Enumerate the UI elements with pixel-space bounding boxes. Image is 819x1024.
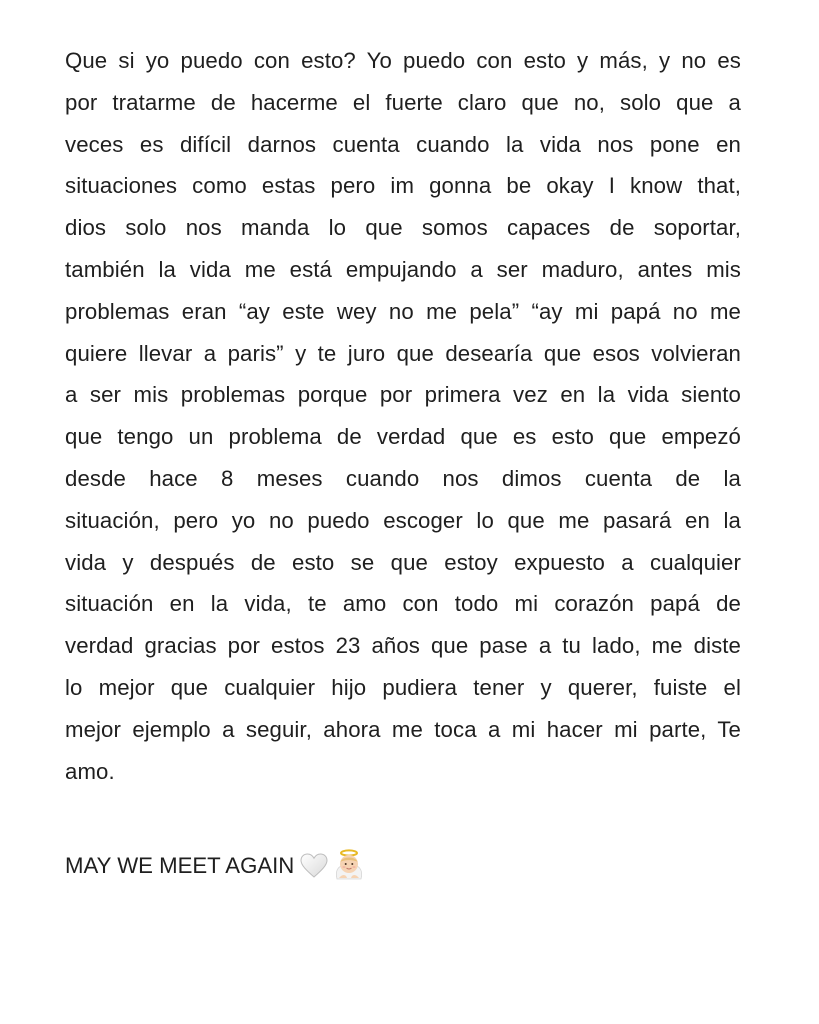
signoff (65, 845, 364, 887)
text-line: verdad gracias por estos 23 años que pase a tu lado, me diste (65, 633, 741, 659)
text-line: problemas eran “ay este wey no me pela” “ay mi papá no me (65, 298, 741, 324)
text-line: situación en la vida, te amo con todo mi corazón papá de (65, 591, 741, 617)
text-line: desde hace 8 meses cuando nos dimos cuenta de la (65, 465, 741, 491)
text-line: amo. (65, 758, 115, 784)
text-line: lo mejor que cualquier hijo pudiera tener y querer, fuiste el (65, 674, 741, 700)
text-line: también la vida me está empujando a ser maduro, antes mis (65, 256, 741, 282)
signoff-text: MAY WE MEET AGAIN (65, 853, 295, 878)
text-line: quiere llevar a paris” y te juro que desearía que esos volvieran (65, 340, 741, 366)
letter-body (65, 40, 741, 792)
text-line: que tengo un problema de verdad que es esto que empezó (65, 424, 741, 450)
text-line: Que si yo puedo con esto? Yo puedo con esto y más, y no es (65, 48, 741, 73)
text-line: veces es difícil darnos cuenta cuando la vida nos pone en (65, 131, 741, 157)
text-line: mejor ejemplo a seguir, ahora me toca a mi hacer mi parte, Te (65, 716, 741, 742)
text-line: por tratarme de hacerme el fuerte claro que no, solo que a (65, 89, 741, 115)
text-line: dios solo nos manda lo que somos capaces de soportar, (65, 215, 741, 241)
text-line: a ser mis problemas porque por primera vez en la vida siento (65, 382, 741, 408)
letter-paragraph (65, 40, 741, 792)
text-line: vida y después de esto se que estoy expuesto a cualquier (65, 549, 741, 575)
text-line: situación, pero yo no puedo escoger lo que me pasará en la (65, 507, 741, 533)
white-heart-icon (300, 853, 328, 879)
baby-angel-icon (334, 849, 364, 883)
text-line: situaciones como estas pero im gonna be okay I know that, (65, 173, 741, 199)
